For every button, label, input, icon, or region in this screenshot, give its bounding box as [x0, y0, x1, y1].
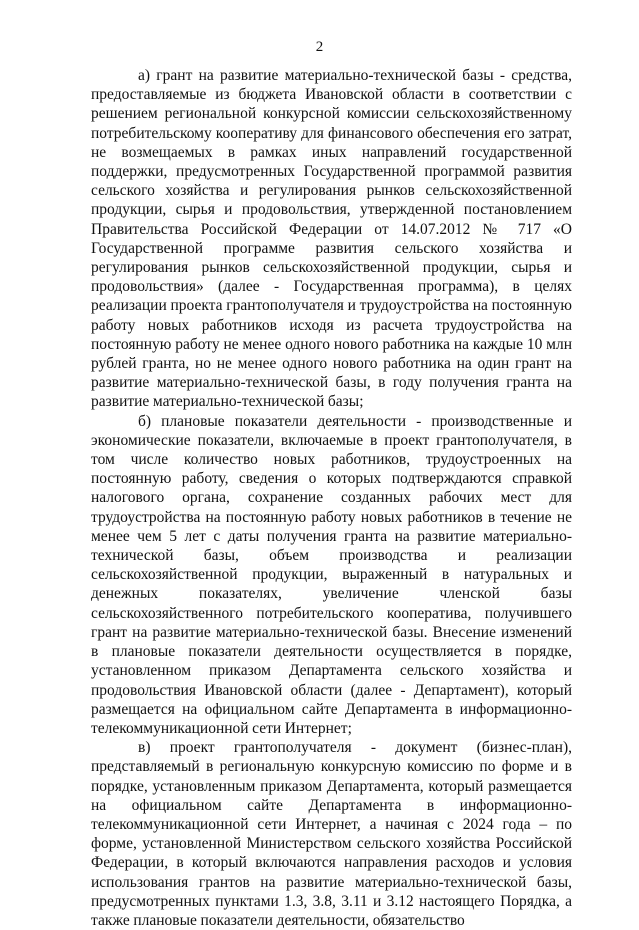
document-body	[91, 66, 572, 930]
page-number: 2	[315, 39, 324, 55]
paragraph-planned-indicators: б) плановые показатели деятельности - производственные и экономические показатели, включаемые в проект грантополучателя, в том числе количество новых работников, трудоустроенных на постоянную работу, сведения о которых подтверждаются справкой налогового органа, сохранение созданных рабочих мест для трудоустройства на постоянную работу новых работников в течение не менее чем 5 лет с даты получения гранта на развитие материально-технической базы, объем производства и реализации сельскохозяйственной продукции, выраженный в натуральных и денежных показателях, увеличение членской базы сельскохозяйственного потребительского кооператива, получившего грант на развитие материально-технической базы. Внесение изменений в плановые показатели деятельности осуществляется в порядке, установленном приказом Департамента сельского хозяйства и продовольствия Ивановской области (далее - Департамент), который размещается на официальном сайте Департамента в информационно-телекоммуникационной сети Интернет;	[91, 412, 572, 737]
paragraph-grant-definition: а) грант на развитие материально-технической базы - средства, предоставляемые из бюджета Ивановской области в соответствии с решением региональной конкурсной комиссии сельскохозяйственному потребительскому кооперативу для финансового обеспечения его затрат, не возмещаемых в рамках иных направлений государственной поддержки, предусмотренных Государственной программой развития сельского хозяйства и регулирования рынков сельскохозяйственной продукции, сырья и продовольствия, утвержденной постановлением Правительства Российской Федерации от 14.07.2012 № 717 «О Государственной программе развития сельского хозяйства и регулирования рынков сельскохозяйственной продукции, сырья и продовольствия» (далее - Государственная программа), в целях реализации проекта грантополучателя и трудоустройства на постоянную работу новых работников исходя из расчета трудоустройства на постоянную работу не менее одного нового работника на каждые 10 млн рублей гранта, но не менее одного нового работника на один грант на развитие материально-технической базы, в году получения гранта на развитие материально-технической базы;	[91, 67, 572, 411]
paragraph-grantee-project: в) проект грантополучателя - документ (бизнес-план), представляемый в региональную конкурсную комиссию по форме и в порядке, установленным приказом Департамента, который размещается на официальном сайте Департамента в информационно-телекоммуникационной сети Интернет, а начиная с 2024 года – по форме, установленной Министерством сельского хозяйства Российской Федерации, в который включаются направления расходов и условия использования грантов на развитие материально-технической базы, предусмотренных пунктами 1.3, 3.8, 3.11 и 3.12 настоящего Порядка, а также плановые показатели деятельности, обязательство	[91, 739, 572, 929]
